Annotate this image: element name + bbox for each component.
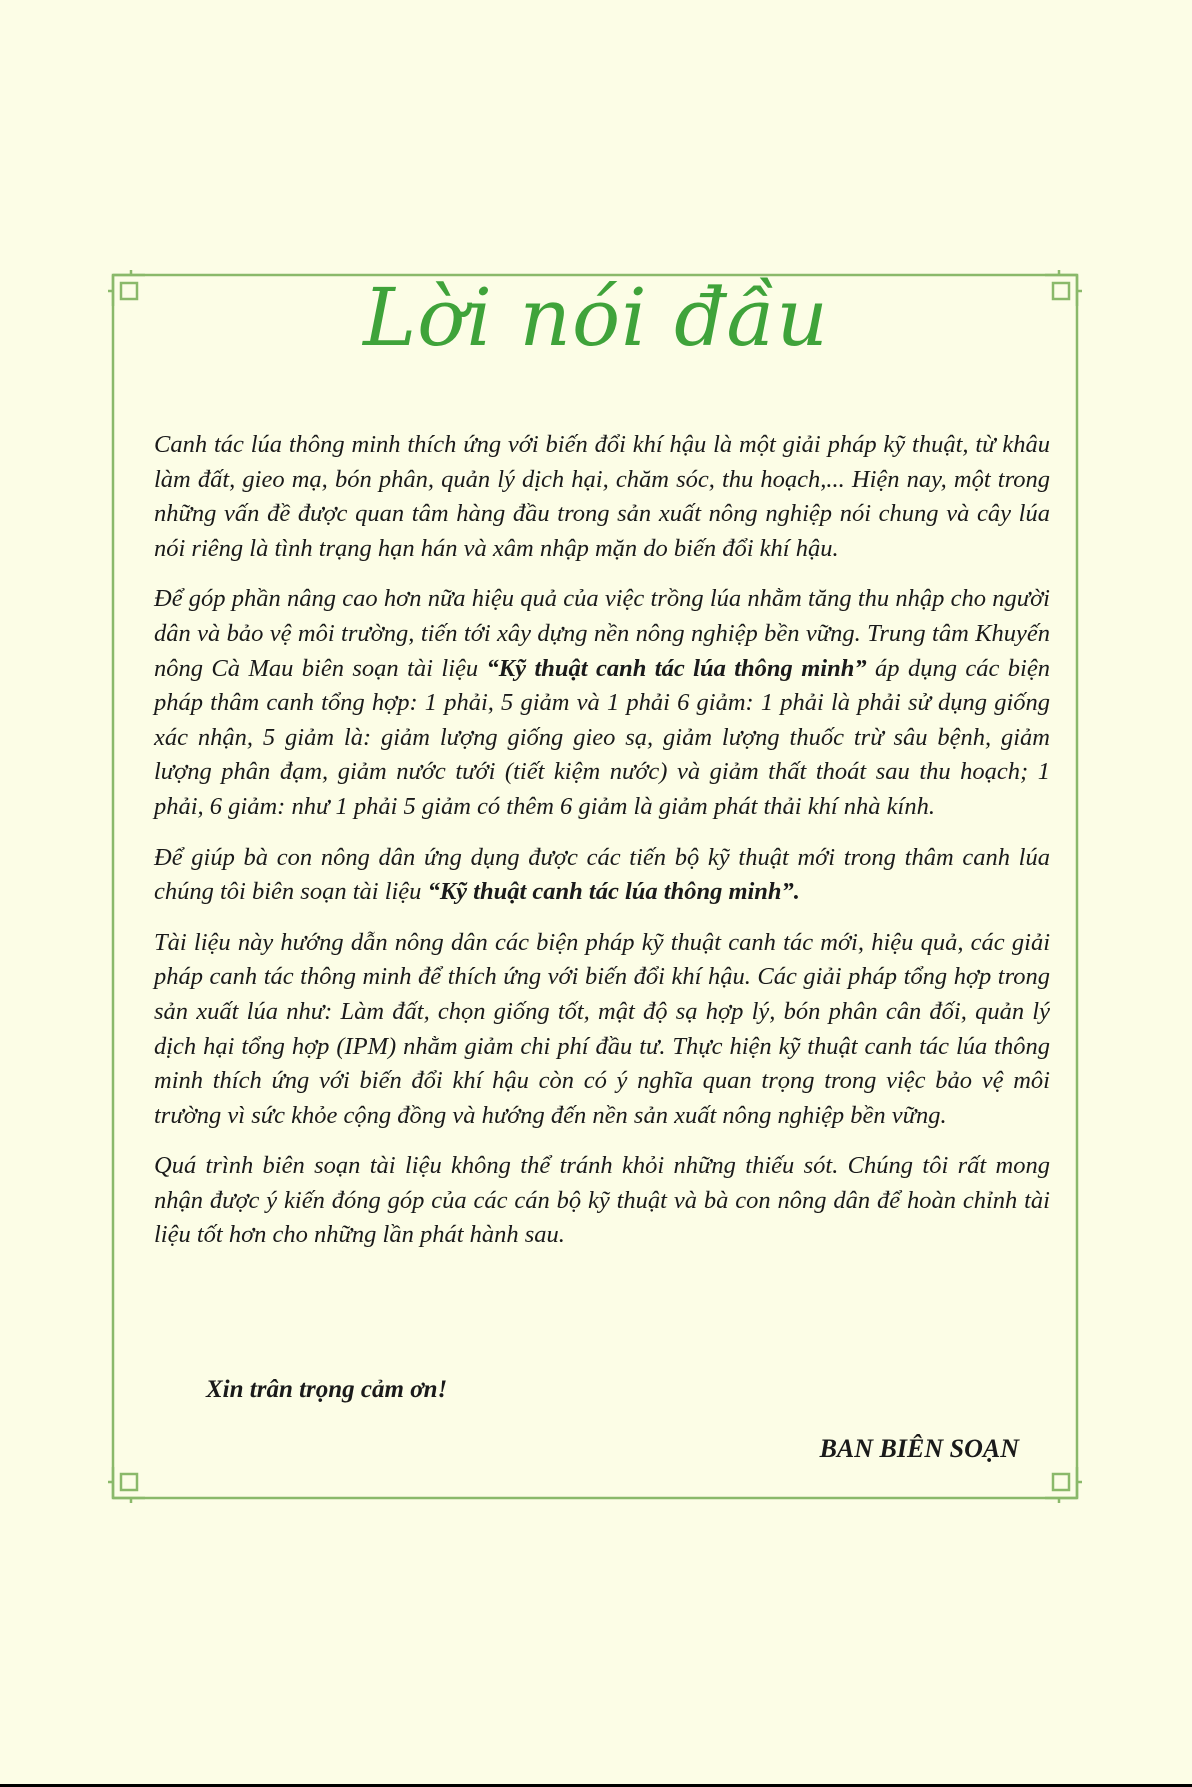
paragraph-text: Tài liệu này hướng dẫn nông dân các biện pháp kỹ thuật canh tác mới, hiệu quả, các giải pháp canh tác thông minh để thích ứng với biến đổi khí hậu. Các giải pháp tổng hợp trong sản xuất lúa như: Làm đất, chọn giống tốt, mật độ sạ hợp lý, bón phân cân đối, quản lý dịch hại tổng hợp (IPM) nhằm giảm chi phí đầu tư. Thực hiện kỹ thuật canh tác lúa thông minh thích ứng với biến đổi khí hậu còn có ý nghĩa quan trọng trong việc bảo vệ môi trường vì sức khỏe cộng đồng và hướng đến nền sản xuất nông nghiệp bền vững. [154,928,1050,1129]
paragraph-text: Canh tác lúa thông minh thích ứng với biến đổi khí hậu là một giải pháp kỹ thuật, từ khâu làm đất, gieo mạ, bón phân, quản lý dịch hại, chăm sóc, thu hoạch,... Hiện nay, một trong những vấn đề được quan tâm hàng đầu trong sản xuất nông nghiệp nói chung và cây lúa nói riêng là tình trạng hạn hán và xâm nhập mặn do biến đổi khí hậu. [154,431,1050,562]
book-title-emphasis: “Kỹ thuật canh tác lúa thông minh” [486,654,867,682]
paragraph-3 [154,841,1050,910]
paragraph-text: Quá trình biên soạn tài liệu không thể tránh khỏi những thiếu sót. Chúng tôi rất mong nhận được ý kiến đóng góp của các cán bộ kỹ thuật và bà con nông dân để hoàn chỉnh tài liệu tốt hơn cho những lần phát hành sau. [154,1152,1050,1249]
signature: BAN BIÊN SOẠN [819,1434,1019,1463]
paragraph-text: Để góp phần nâng cao hơn nữa hiệu quả của việc trồng lúa nhằm tăng thu nhập cho người dân và bảo vệ môi trường, tiến tới xây dựng nền nông nghiệp bền vững. Trung tâm Khuyến nông Cà Mau biên soạn tài liệu [154,585,1050,682]
paragraph-4 [154,926,1050,1134]
closing-thanks: Xin trân trọng cảm ơn! [206,1376,448,1403]
paragraph-1 [154,428,1050,566]
paragraph-2 [154,582,1050,824]
paragraph-text: áp dụng các biện pháp thâm canh tổng hợp: 1 phải, 5 giảm và 1 phải 6 giảm: 1 phải là phải sử dụng giống xác nhận, 5 giảm là: giảm lượng giống gieo sạ, giảm lượng thuốc trừ sâu bệnh, giảm lượng phân đạm, giảm nước tưới (tiết kiệm nước) và giảm thất thoát sau thu hoạch; 1 phải, 6 giảm: như 1 phải 5 giảm có thêm 6 giảm là giảm phát thải khí nhà kính. [154,654,1050,820]
paragraph-5 [154,1149,1050,1253]
book-title-emphasis: “Kỹ thuật canh tác lúa thông minh”. [427,878,800,906]
page-title: Lời nói đầu [363,271,829,364]
paragraph-text: Để giúp bà con nông dân ứng dụng được các tiến bộ kỹ thuật mới trong thâm canh lúa chúng tôi biên soạn tài liệu [154,843,1050,906]
preface-body [154,428,1050,1269]
